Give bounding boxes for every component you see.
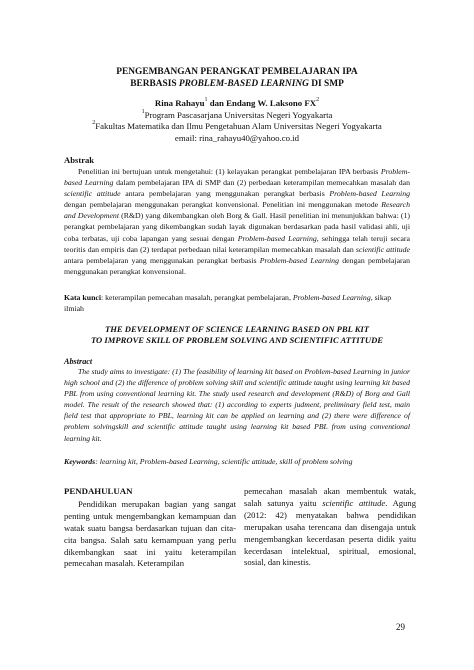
author-block xyxy=(40,98,434,144)
pendahuluan-right-text: pemecahan masalah akan membentuk watak, salah satunya yaitu scientific attitude. Agung (2012: 42) menyatakan bahwa pendidikan merupakan usaha terencana dan disengaja untuk mengembangkan kecerdasan peserta didik yaitu kecerdasan intelektual, spiritual, emosional, sosial, dan kinestis. xyxy=(244,486,416,568)
page-number: 29 xyxy=(396,622,405,632)
left-column xyxy=(64,486,236,570)
title-line-1: PENGEMBANGAN PERANGKAT PEMBELAJARAN IPA xyxy=(116,67,358,77)
affiliation-1: $^1$Program Pascasarjana Universitas Negeri Yogyakarta xyxy=(141,108,333,120)
right-column xyxy=(244,486,416,569)
kata-kunci: Kata kunci: keterampilan pemecahan masalah, perangkat pembelajaran, Problem-based Learning, sikap ilmiah xyxy=(64,293,392,313)
english-title xyxy=(40,324,434,346)
english-title-line-1: THE DEVELOPMENT OF SCIENCE LEARNING BASED ON PBL KIT xyxy=(104,324,370,334)
english-title-line-2: TO IMPROVE SKILL OF PROBLEM SOLVING AND SCIENTIFIC ATTITUDE xyxy=(90,335,384,345)
title-line-2: BERBASIS PROBLEM-BASED LEARNING DI SMP xyxy=(130,79,344,89)
author-email: email: rina_rahayu40@yahoo.co.id xyxy=(174,132,300,143)
pendahuluan-left-text: Pendidikan merupakan bagian yang sangat penting untuk mengembangkan kemampuan dan watak suatu bangsa berdasarkan tujuan dan cita-cita bangsa. Salah satu kemampuan yang perlu dikembangkan saat ini yaitu keterampilan pemecahan masalah. Keterampilan xyxy=(64,498,236,569)
abstrak-heading: Abstrak xyxy=(64,155,95,165)
abstract-heading: Abstract xyxy=(64,357,93,366)
author-names: Rina Rahayu$^1$ dan Endang W. Laksono $FX^2$ xyxy=(154,97,320,108)
affiliation-2: $^2$Fakultas Matematika dan Ilmu Pengetahuan Alam Universitas Negeri Yogyakarta xyxy=(92,120,382,131)
paper-title xyxy=(40,66,434,90)
abstract-body: The study aims to investigate: (1) The feasibility of learning kit based on Problem-based Learning in junior high school and (2) the difference of problem solving skill and scientific attitude taught using learning kit based PBL from using conventional learning kit. The study used research and development (R&D) of Borg and Gall model. The result of the research showed that: (1) according to experts judment, preliminary field test, main field test that appropriate to PBL, learning kit can be applied on learning and (2) there were difference of problem solvingskill and scientific attitude taught using learning kit based PBL from using conventional learning kit. xyxy=(64,367,410,443)
keywords: Keywords: learning kit, Problem-based Learning, scientific attitude, skill of problem solving xyxy=(64,457,353,466)
pendahuluan-heading: PENDAHULUAN xyxy=(64,486,133,496)
abstrak-body: Penelitian ini bertujuan untuk mengetahui: (1) kelayakan perangkat pembelajaran IPA berbasis Problem-based Learning dalam pembelajaran IPA di SMP dan (2) perbedaan keterampilan memecahkan masalah dan scientific attitude antara pembelajaran yang menggunakan perangkat berbasis Problem-based Learning dengan pembelajaran menggunakan perangkat konvensional. Penelitian ini menggunakan metode Research and Development (R&D) yang dikembangkan oleh Borg & Gall. Hasil penelitian ini menunjukkan bahwa: (1) perangkat pembelajaran yang dikembangkan sudah layak digunakan berdasarkan pada hasil validasi ahli, uji coba terbatas, uji coba lapangan yang sesuai dengan Problem-based Learning, sehingga telah teruji secara teoritis dan empiris dan (2) terdapat perbedaan nilai keterampilan memecahkan masalah dan scientific attitude antara pembelajaran yang menggunakan perangkat berbasis Problem-based Learning dengan pembelajaran menggunakan perangkat konvensional. xyxy=(64,167,411,276)
